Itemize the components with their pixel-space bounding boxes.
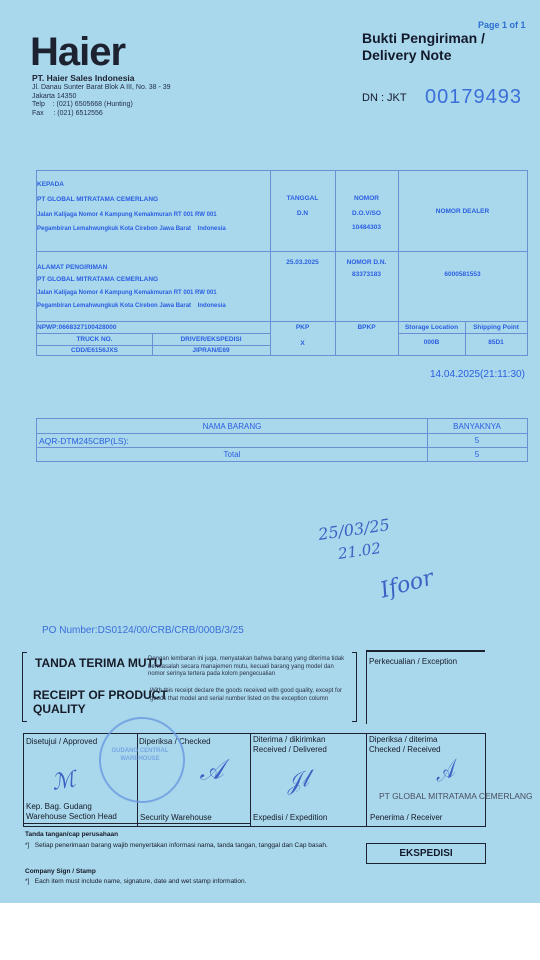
handwritten-date: 25/03/25 [317,515,391,544]
receipt-of-product: RECEIPT OF PRODUCT QUALITY [33,688,168,716]
each-item-note: *] Each item must include name, signature, date and wet stamp information. [25,878,247,885]
items-table [36,418,528,462]
col-banyaknya: BANYAKNYA [453,422,501,431]
nomor-value: D.O.V/SO [352,210,381,217]
bpkp-label: BPKP [357,324,376,331]
truck-label: TRUCK NO. [76,336,113,343]
total-label: Total [223,450,241,459]
tanggal-label: TANGGAL [286,195,319,202]
driver-value: JIPRAN/E69 [192,347,230,354]
handwritten-signature: Ifoor [377,565,437,604]
company-address: Jl. Danau Sunter Barat Blok A III, No. 38 - 39 Jakarta 14350 Telp : (021) 6505668 (Hunting) Fax : (021) 6512556 [32,84,171,117]
total-value: 5 [474,450,480,459]
print-timestamp: 14.04.2025(21:11:30) [430,369,525,380]
document-title: Bukti Pengiriman / Delivery Note [362,30,485,63]
receiver-signature: 𝒜 [430,757,459,788]
exception-label: Perkecualian / Exception [369,657,458,666]
receipt-text-id: Dengan lembaran ini juga, menyatakan bahwa barang yang diterima tidak bermasalah secara manajemen mutu, kecuali barang yang model dan nomor serinya tertera pada kolom pengecualian [148,656,345,677]
nomor-dn-value: 83373183 [352,271,381,278]
expedition-label: Expedisi / Expedition [253,813,328,822]
dealer-label: NOMOR DEALER [435,208,490,215]
checked-label: Diperiksa / Checked [139,737,211,746]
tanda-tangan-note: Tanda tangan/cap perusahaan [25,831,119,838]
bracket-right [352,652,357,722]
storage-label: Storage Location [404,324,459,331]
nomor-label: NOMOR [354,195,379,202]
approved-label: Disetujui / Approved [26,737,98,746]
dn-label: DN : JKT [362,92,407,104]
pkp-label: PKP [295,324,310,331]
delivered-label: Diterima / dikirimkan Received / Delivered [253,735,327,754]
col-nama-barang: NAMA BARANG [202,422,262,431]
company-sign-note: Company Sign / Stamp [25,868,96,875]
tanda-terima-mutu: TANDA TERIMA MUTU [35,656,163,670]
storage-value: 000B [423,339,440,346]
received-label: Diperiksa / diterima Checked / Received [369,735,441,754]
ekspedisi-copy-label: EKSPEDISI [366,843,486,864]
alamat-name: PT GLOBAL MITRATAMA CEMERLANG [37,276,159,283]
npwp: NPWP:0668327100428000 [37,324,117,331]
haier-logo: Haier [30,30,126,74]
dn-number: 00179493 [425,86,522,108]
warehouse-head-label: Kep. Bag. Gudang Warehouse Section Head [26,802,117,821]
receipt-text-en: With this receipt declare the goods received with good quality, except for goods that model and serial number listed on the exception column [150,688,342,702]
kepada-name: PT GLOBAL MITRATAMA CEMERLANG [37,196,159,203]
tanggal-date: 25.03.2025 [286,259,319,266]
signature-grid [23,733,533,827]
shipping-label: Shipping Point [473,324,519,331]
alamat-address-2: Pegambiran Lemahwungkuk Kota Cirebon Jawa Barat Indonesia [37,303,226,309]
kepada-address-1: Jalan Kalijaga Nomor 4 Kampung Kemakmuran RT 001 RW 001 [37,212,217,218]
truck-value: CDD/E6156JXS [71,347,118,354]
approved-signature: ℳ [50,767,78,796]
bracket-left [22,652,27,722]
expedition-signature: 𝒥𝓁 [283,766,311,797]
alamat-label: ALAMAT PENGIRIMAN [37,264,108,271]
warehouse-stamp: GUDANG CENTRAL WAREHOUSE [99,717,185,803]
page-number: Page 1 of 1 [478,20,526,30]
handwritten-time: 21.02 [336,539,382,563]
shipping-value: 85D1 [488,339,504,346]
security-label: Security Warehouse [140,813,212,822]
company-name: PT. Haier Sales Indonesia [32,73,135,83]
alamat-address-1: Jalan Kalijaga Nomor 4 Kampung Kemakmuran RT 001 RW 001 [37,290,217,296]
nomor-number: 10484303 [352,224,381,231]
receiver-label: Penerima / Receiver [370,813,443,822]
dealer-value: 6000581553 [444,271,481,278]
item-qty: 5 [474,436,480,445]
kepada-label: KEPADA [37,181,64,188]
nomor-dn-label: NOMOR D.N. [346,259,387,266]
kepada-address-2: Pegambiran Lemahwungkuk Kota Cirebon Jawa Barat Indonesia [37,226,226,232]
checked-signature: 𝒜 [197,754,225,788]
receiver-company-stamp: PT GLOBAL MITRATAMA CEMERLANG [379,791,533,801]
pkp-value: X [300,340,305,347]
driver-label: DRIVER/EKSPEDISI [180,336,242,343]
setiap-note: *] Setiap penerimaan barang wajib menyertakan informasi nama, tanda tangan, tanggal dan Cap basah. [25,842,328,849]
po-number: PO Number:DS0124/00/CRB/CRB/000B/3/25 [42,625,244,636]
item-name: AQR-DTM245CBP(LS): [39,436,129,446]
delivery-info-table [36,170,528,356]
tanggal-value: D.N [296,210,309,217]
